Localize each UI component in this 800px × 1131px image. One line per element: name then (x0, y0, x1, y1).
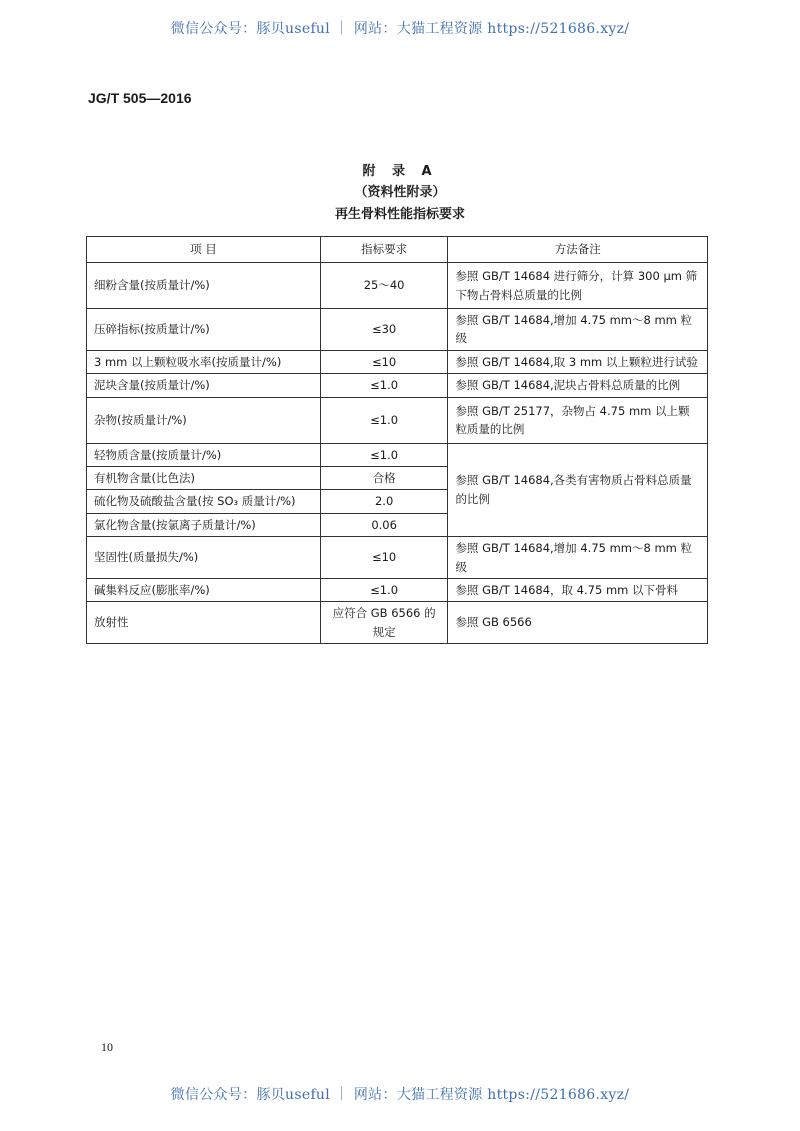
spec-table (86, 236, 708, 644)
table-row (87, 397, 708, 443)
table-row (87, 309, 708, 351)
table-row (87, 602, 708, 644)
table-row (87, 374, 708, 397)
cell-item: 泥块含量(按质量计/%) (87, 374, 321, 397)
table-header-row (87, 237, 708, 263)
cell-requirement: 0.06 (320, 513, 448, 536)
table-row (87, 578, 708, 601)
appendix-subtitle: （资料性附录） (354, 185, 446, 200)
cell-item: 碱集料反应(膨胀率/%) (87, 578, 321, 601)
appendix-heading: 再生骨料性能指标要求 (334, 207, 465, 222)
cell-requirement: ≤1.0 (320, 397, 448, 443)
cell-requirement: 25～40 (320, 263, 448, 309)
cell-requirement: ≤30 (320, 309, 448, 351)
cell-requirement: 应符合 GB 6566 的规定 (320, 602, 448, 644)
header-item: 项 目 (87, 237, 321, 263)
cell-method: 参照 GB 6566 (448, 602, 708, 644)
watermark-top: 微信公众号：豚贝useful ｜ 网站：大猫工程资源 https://521686.xyz/ (170, 21, 630, 37)
cell-item: 坚固性(质量损失/%) (87, 537, 321, 579)
cell-item: 轻物质含量(按质量计/%) (87, 443, 321, 466)
cell-requirement: ≤10 (320, 537, 448, 579)
cell-requirement: ≤10 (320, 350, 448, 373)
cell-requirement: ≤1.0 (320, 374, 448, 397)
table-row (87, 443, 708, 466)
cell-method-merged: 参照 GB/T 14684,各类有害物质占骨料总质量的比例 (448, 443, 708, 537)
cell-method: 参照 GB/T 14684 进行筛分，计算 300 μm 筛下物占骨料总质量的比例 (448, 263, 708, 309)
standard-code: JG/T 505—2016 (88, 90, 192, 106)
cell-item: 3 mm 以上颗粒吸水率(按质量计/%) (87, 350, 321, 373)
appendix-title: 附 录 A (362, 164, 438, 179)
cell-item: 细粉含量(按质量计/%) (87, 263, 321, 309)
header-method: 方法备注 (448, 237, 708, 263)
table-row (87, 263, 708, 309)
page-number: 10 (101, 1040, 113, 1054)
cell-method: 参照 GB/T 14684,增加 4.75 mm～8 mm 粒级 (448, 309, 708, 351)
cell-requirement: 2.0 (320, 490, 448, 513)
cell-requirement: ≤1.0 (320, 443, 448, 466)
cell-item: 有机物含量(比色法) (87, 466, 321, 489)
table-row (87, 537, 708, 579)
cell-requirement: 合格 (320, 466, 448, 489)
cell-item: 放射性 (87, 602, 321, 644)
header-requirement: 指标要求 (320, 237, 448, 263)
cell-item: 压碎指标(按质量计/%) (87, 309, 321, 351)
cell-item: 氯化物含量(按氯离子质量计/%) (87, 513, 321, 536)
cell-method: 参照 GB/T 14684,增加 4.75 mm～8 mm 粒级 (448, 537, 708, 579)
watermark-bottom: 微信公众号：豚贝useful ｜ 网站：大猫工程资源 https://521686.xyz/ (170, 1087, 630, 1103)
cell-requirement: ≤1.0 (320, 578, 448, 601)
cell-method: 参照 GB/T 14684,泥块占骨料总质量的比例 (448, 374, 708, 397)
table-row (87, 350, 708, 373)
cell-method: 参照 GB/T 14684，取 4.75 mm 以下骨料 (448, 578, 708, 601)
cell-method: 参照 GB/T 25177，杂物占 4.75 mm 以上颗粒质量的比例 (448, 397, 708, 443)
cell-item: 杂物(按质量计/%) (87, 397, 321, 443)
cell-method: 参照 GB/T 14684,取 3 mm 以上颗粒进行试验 (448, 350, 708, 373)
cell-item: 硫化物及硫酸盐含量(按 SO₃ 质量计/%) (87, 490, 321, 513)
